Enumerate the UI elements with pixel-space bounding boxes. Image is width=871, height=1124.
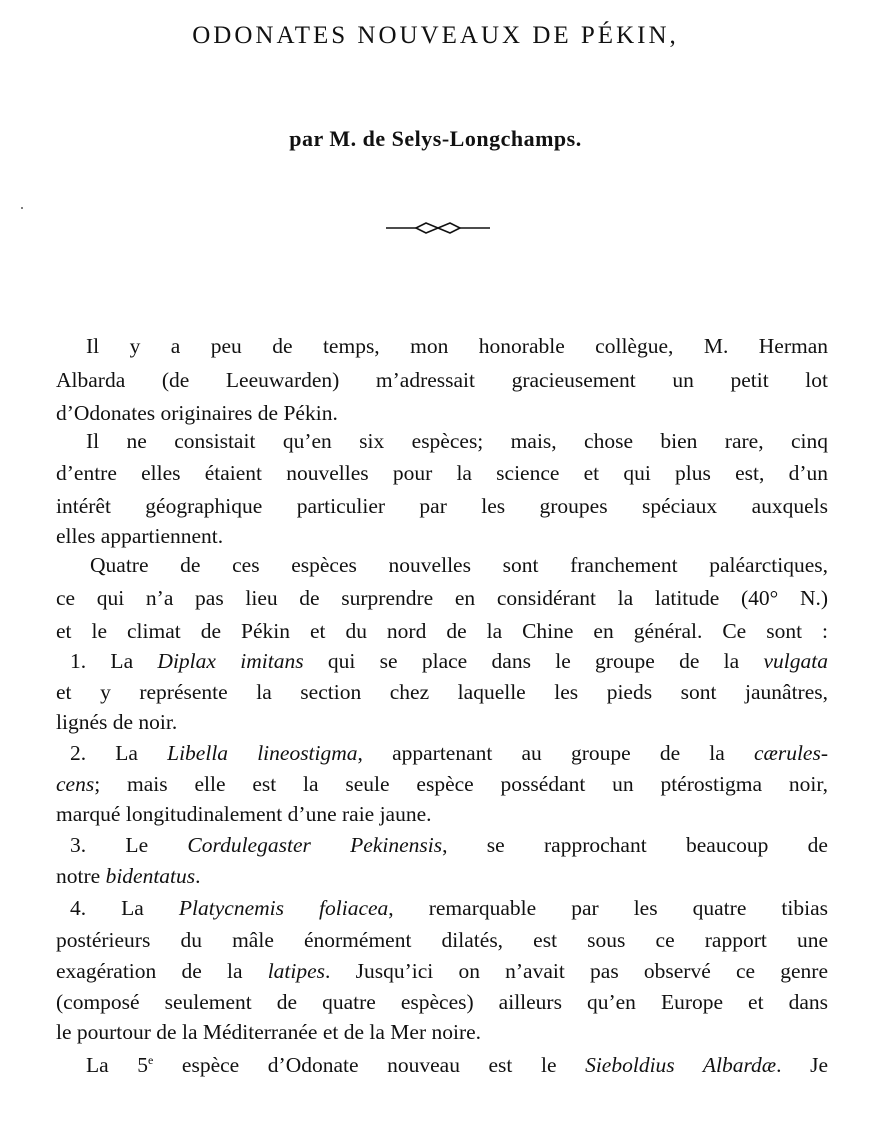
article-title: ODONATES NOUVEAUX DE PÉKIN, (192, 22, 679, 49)
text-span: La 5 (86, 1053, 149, 1077)
superscript: e (148, 1053, 154, 1067)
text-span: espèce d’Odonate nouveau est le (153, 1053, 586, 1077)
text-span: ; mais elle est la seule espèce possédant un ptérostigma noir, (94, 772, 828, 796)
species-name: latipes (267, 959, 326, 983)
species-group: cens (56, 772, 95, 796)
text-span: qui se place dans le groupe de la (303, 649, 764, 673)
species-name: Diplax imitans (157, 649, 304, 673)
species-name: Cordulegaster Pekinensis (187, 833, 443, 857)
text-line: et le climat de Pékin et du nord de la Chine en général. Ce sont : (56, 619, 828, 643)
text-span: . Jusqu’ici on n’avait pas observé ce genre (325, 959, 828, 983)
text-span: , se rapprochant beaucoup de (442, 833, 828, 857)
list-item-number: 4. La (70, 896, 179, 920)
text-line: le pourtour de la Méditerranée et de la Mer noire. (56, 1020, 482, 1044)
list-item-number: 3. Le (70, 833, 188, 857)
text-span: . (195, 864, 201, 888)
list-item-2-line (56, 737, 828, 770)
text-line: d’Odonates originaires de Pékin. (56, 401, 338, 425)
text-line: postérieurs du mâle énormément dilatés, est sous ce rapport une (56, 928, 828, 952)
text-line: intérêt géographique particulier par les groupes spéciaux auxquels (56, 494, 828, 518)
text-line: Albarda (de Leeuwarden) m’adressait gracieusement un petit lot (56, 368, 828, 392)
text-line: Quatre de ces espèces nouvelles sont franchement paléarctiques, (90, 553, 828, 577)
text-line: Il y a peu de temps, mon honorable collègue, M. Herman (86, 334, 828, 358)
text-line (56, 768, 828, 801)
text-line (56, 860, 828, 893)
list-item-3-line (56, 829, 828, 862)
species-name: bidentatus (105, 864, 196, 888)
text-line (56, 1049, 828, 1082)
species-name: Libella lineostigma (167, 741, 358, 765)
text-line: lignés de noir. (56, 710, 178, 734)
text-line: d’entre elles étaient nouvelles pour la science et qui plus est, d’un (56, 461, 828, 485)
text-line: ce qui n’a pas lieu de surprendre en considérant la latitude (40° N.) (56, 586, 828, 610)
text-line: (composé seulement de quatre espèces) ailleurs qu’en Europe et dans (56, 990, 828, 1014)
print-speck (21, 207, 23, 209)
species-name: Sieboldius Albardæ (585, 1053, 777, 1077)
text-line (56, 955, 828, 988)
species-group: cærules- (753, 741, 828, 765)
text-span: , remarquable par les quatre tibias (388, 896, 828, 920)
species-group: vulgata (763, 649, 828, 673)
list-item-4-line (56, 892, 828, 925)
text-line: Il ne consistait qu’en six espèces; mais, chose bien rare, cinq (86, 429, 828, 453)
text-span: , appartenant au groupe de la (357, 741, 754, 765)
text-span: exagération de la (56, 959, 268, 983)
list-item-number: 2. La (70, 741, 168, 765)
fleuron-divider-icon (386, 220, 490, 236)
text-line: et y représente la section chez laquelle les pieds sont jaunâtres, (56, 680, 828, 704)
article-author: par M. de Selys-Longchamps. (289, 126, 582, 151)
text-span: notre (56, 864, 106, 888)
list-item-1-line (56, 645, 828, 678)
list-item-number: 1. La (70, 649, 158, 673)
text-line: marqué longitudinalement d’une raie jaune. (56, 802, 432, 826)
text-span: . Je (776, 1053, 828, 1077)
species-name: Platycnemis foliacea (178, 896, 389, 920)
text-line: elles appartiennent. (56, 524, 224, 548)
